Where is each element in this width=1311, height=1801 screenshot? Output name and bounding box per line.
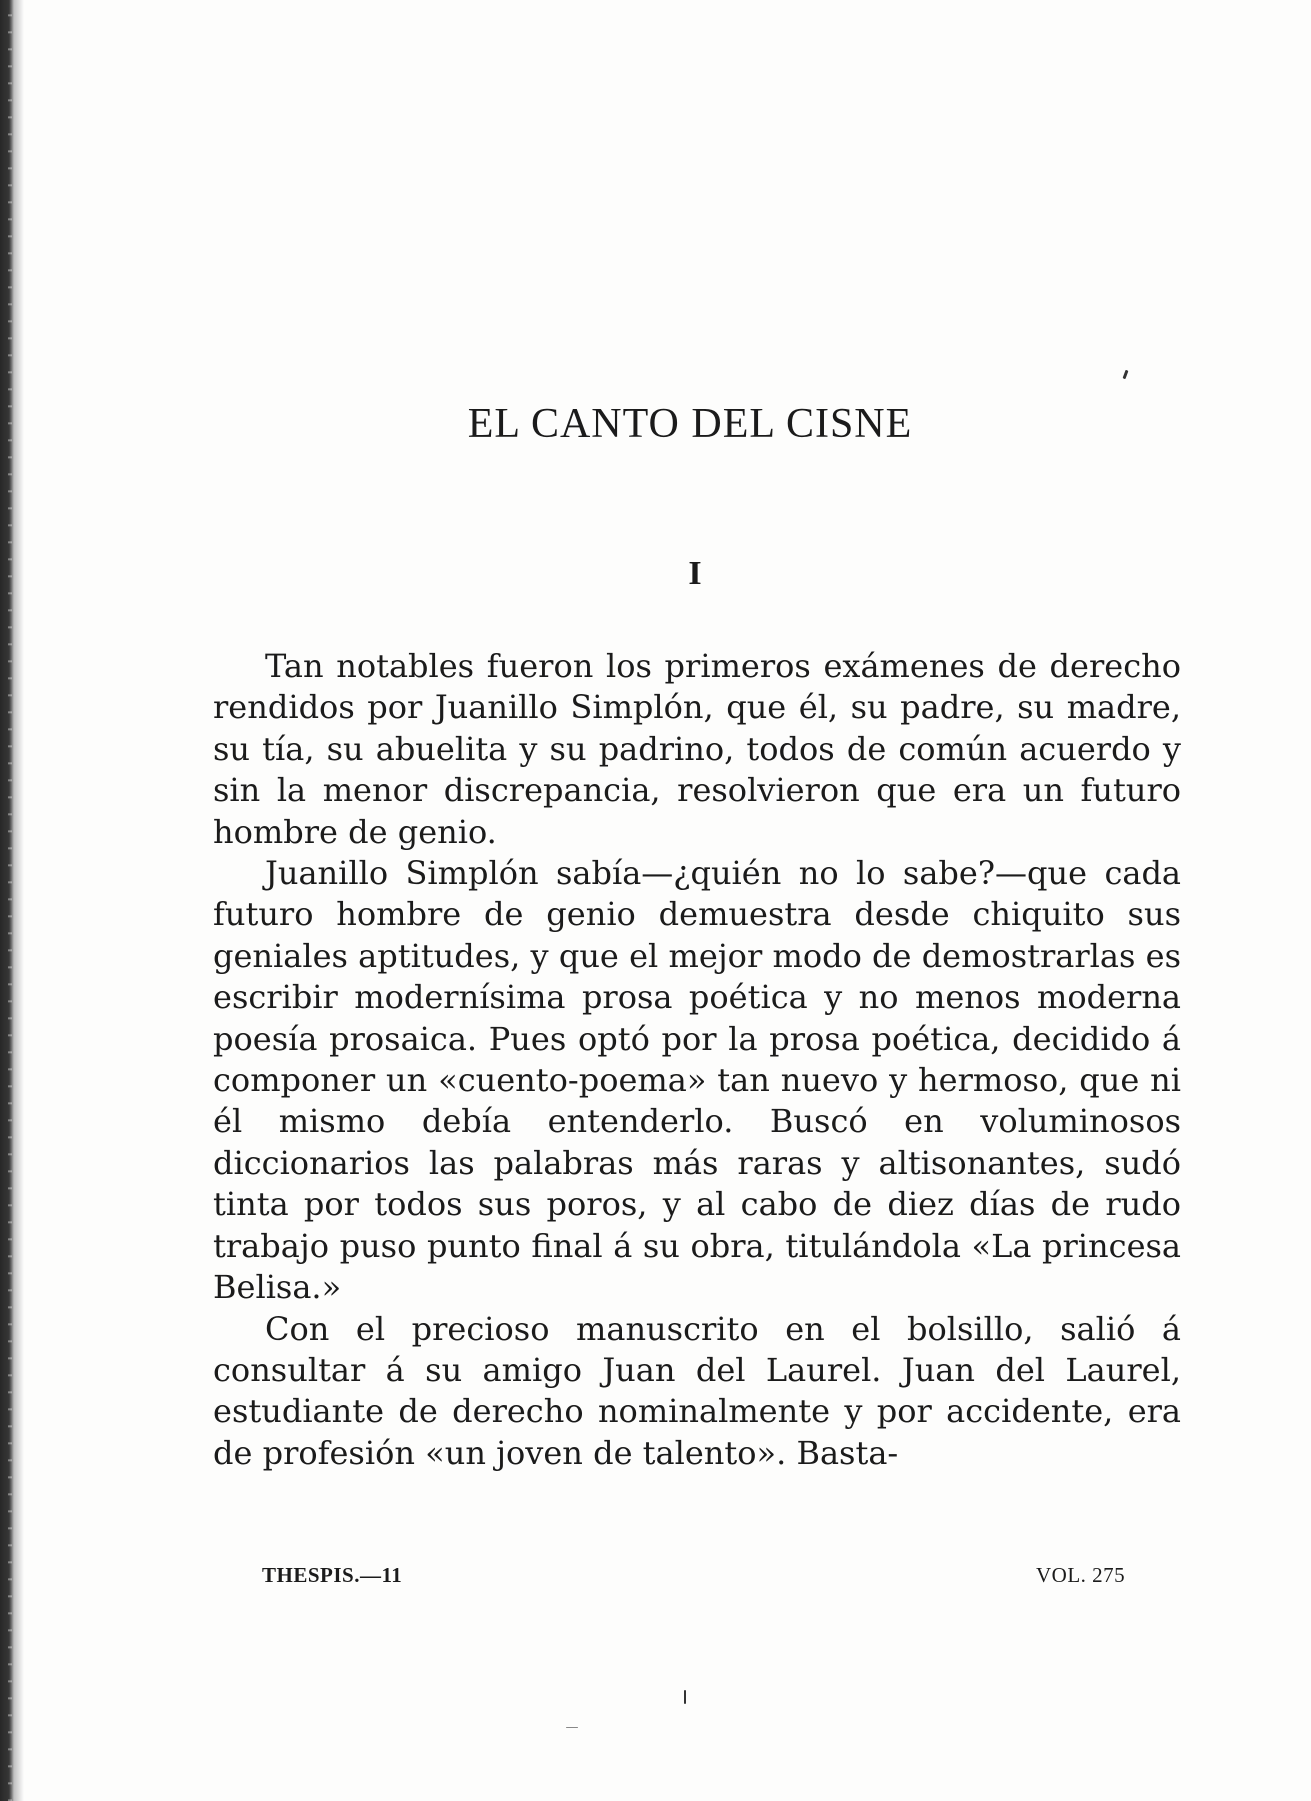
paragraph-2: Juanillo Simplón sabía—¿quién no lo sabe?—que cada futuro hombre de genio demuestra desde chiquito sus geniales aptitudes, y que el mejor modo de demostrarlas es escribir modernísima prosa poética y no menos moderna poesía prosaica. Pues optó por la prosa poética, decidido á componer un «cuento-poema» tan nuevo y hermoso, que ni él mismo debía entenderlo. Buscó en voluminosos diccionarios las palabras más raras y altisonantes, sudó tinta por todos sus poros, y al cabo de diez días de rudo trabajo puso punto final á su obra, titulándola «La princesa Belisa.»	[213, 854, 1181, 1307]
chapter-number: I	[688, 555, 702, 592]
paragraph-1: Tan notables fueron los primeros exámenes de derecho rendidos por Juanillo Simplón, que él, su padre, su madre, su tía, su abuelita y su padrino, todos de común acuerdo y sin la menor discrepancia, resolvieron que era un futuro hombre de genio.	[213, 647, 1181, 851]
binding-edge	[0, 0, 26, 1801]
footer-volume: VOL. 275	[1036, 1563, 1126, 1587]
footer-signature: THESPIS.—11	[262, 1563, 403, 1587]
ink-speck	[684, 1690, 686, 1704]
ink-speck	[566, 1727, 578, 1728]
ink-speck	[1123, 370, 1129, 379]
body-text	[213, 646, 1181, 1474]
story-title: EL CANTO DEL CISNE	[467, 401, 913, 447]
paragraph-3: Con el precioso manuscrito en el bolsillo, salió á consultar á su amigo Juan del Laurel. Juan del Laurel, estudiante de derecho nominalmente y por accidente, era de profesión «un joven de talento». Basta-	[213, 1309, 1181, 1472]
